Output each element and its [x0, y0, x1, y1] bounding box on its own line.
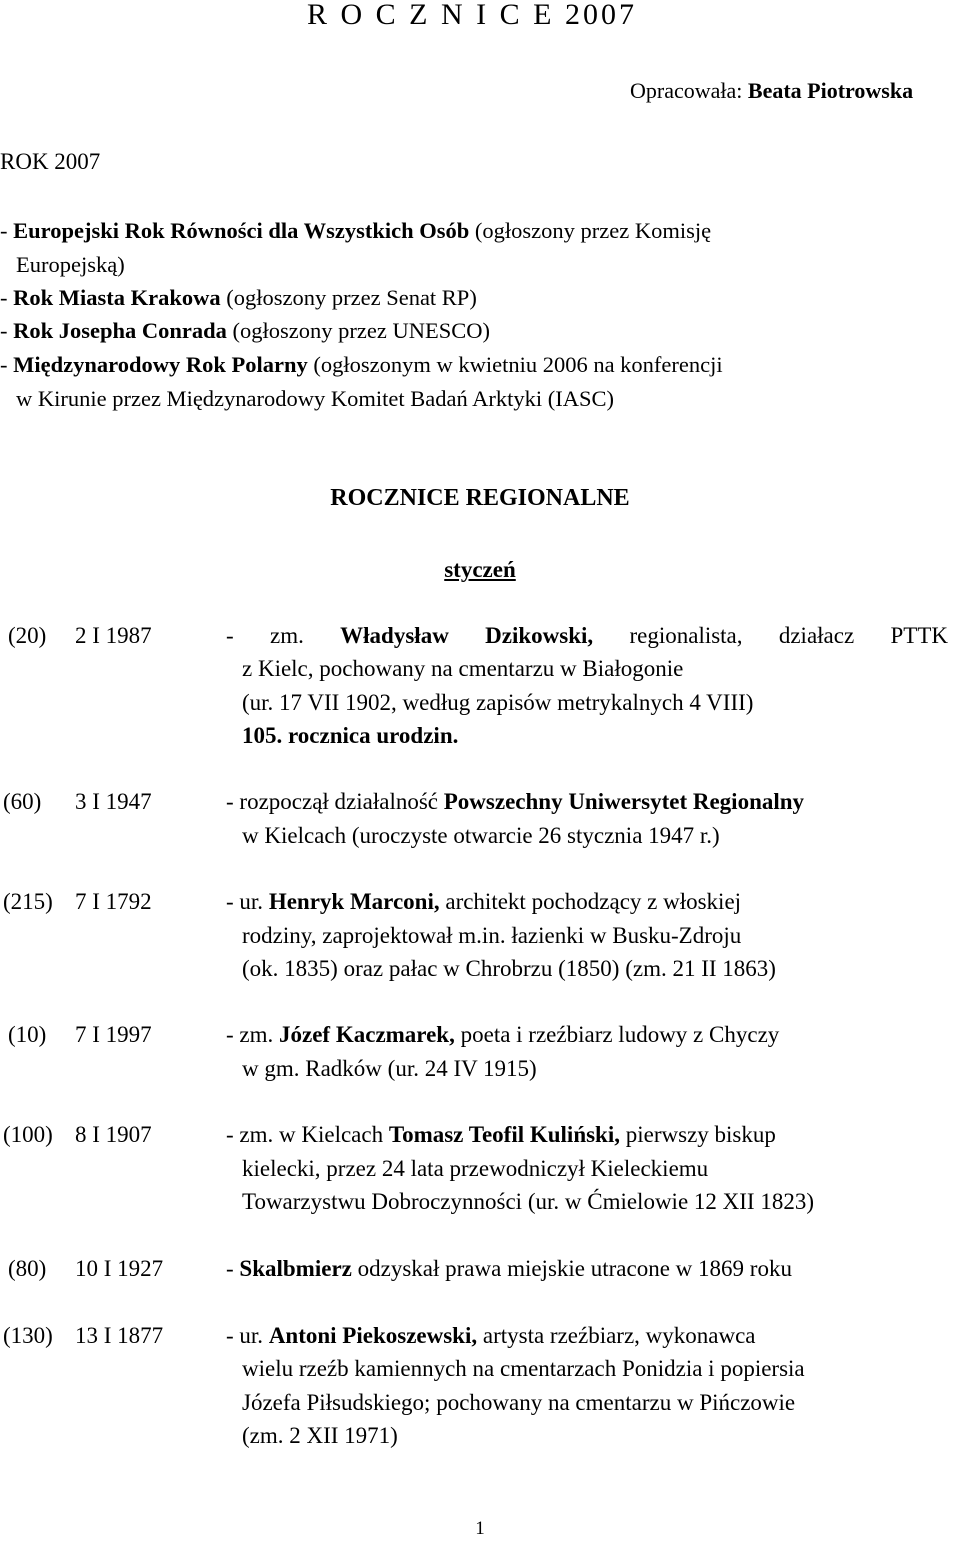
year-line	[16, 252, 125, 278]
year-line	[0, 285, 477, 311]
entry-number: (80)	[8, 1256, 47, 1281]
entry-number: (215)	[3, 889, 53, 914]
line-dash: -	[0, 352, 14, 377]
entry-line: w gm. Radków (ur. 24 IV 1915)	[242, 1056, 537, 1081]
page-number: 1	[475, 1518, 485, 1539]
author-line	[630, 78, 913, 104]
month-heading: styczeń	[444, 557, 516, 582]
entry-line: (zm. 2 XII 1971)	[242, 1423, 398, 1448]
regional-heading: ROCZNICE REGIONALNE	[330, 485, 630, 511]
year-line	[16, 386, 614, 412]
entry-number: (20)	[8, 623, 47, 648]
year-heading: ROK 2007	[0, 149, 101, 174]
entry-date: 7 I 1792	[75, 889, 152, 914]
author-name: Beata Piotrowska	[747, 78, 914, 103]
entry-date: 2 I 1987	[75, 623, 152, 648]
entry-line: rodziny, zaprojektował m.in. łazienki w Busku-Zdroju	[242, 923, 742, 948]
entry-line: - rozpoczął działalność Powszechny Uniwersytet Regionalny	[226, 789, 805, 814]
line-rest: (ogłoszonym w kwietniu 2006 na konferencji	[307, 352, 723, 377]
line-bold: Rok Josepha Conrada	[13, 318, 227, 343]
line-dash: -	[0, 285, 14, 310]
year-line	[0, 318, 490, 344]
line-rest: (ogłoszony przez UNESCO)	[226, 318, 490, 343]
entry-line: - zm. Józef Kaczmarek, poeta i rzeźbiarz ludowy z Chyczy	[226, 1022, 780, 1047]
entry-line: (ur. 17 VII 1902, według zapisów metrykalnych 4 VIII)	[242, 690, 754, 715]
author-label: Opracowała:	[630, 78, 743, 103]
line-bold: Europejski Rok Równości dla Wszystkich Osób	[13, 218, 470, 243]
entry-line: - ur. Antoni Piekoszewski, artysta rzeźbiarz, wykonawca	[226, 1323, 756, 1348]
line-bold: Rok Miasta Krakowa	[13, 285, 221, 310]
entry-line: Józefa Piłsudskiego; pochowany na cmentarzu w Pińczowie	[242, 1390, 796, 1415]
entry-number: (130)	[3, 1323, 53, 1348]
entry-number: (10)	[8, 1022, 47, 1047]
entry-line: - Skalbmierz odzyskał prawa miejskie utracone w 1869 roku	[226, 1256, 792, 1281]
entry-line: - ur. Henryk Marconi, architekt pochodzący z włoskiej	[226, 889, 742, 914]
entry-line: - zm. w Kielcach Tomasz Teofil Kuliński, pierwszy biskup	[226, 1122, 776, 1147]
entry-date: 7 I 1997	[75, 1022, 152, 1047]
entry-line: w Kielcach (uroczyste otwarcie 26 stycznia 1947 r.)	[242, 823, 720, 848]
year-line	[0, 352, 723, 378]
year-line	[0, 218, 711, 244]
page-title: R O C Z N I C E 2007	[307, 0, 637, 31]
line-rest: (ogłoszony przez Komisję	[469, 218, 712, 243]
entry-date: 10 I 1927	[75, 1256, 164, 1281]
entry-date: 3 I 1947	[75, 789, 152, 814]
entry-date: 13 I 1877	[75, 1323, 164, 1348]
line-rest: w Kirunie przez Międzynarodowy Komitet Badań Arktyki (IASC)	[16, 386, 614, 411]
entry-line: 105. rocznica urodzin.	[242, 723, 459, 748]
entry-line: z Kielc, pochowany na cmentarzu w Białogonie	[242, 656, 684, 681]
entry-line: kielecki, przez 24 lata przewodniczył Kieleckiemu	[242, 1156, 709, 1181]
entry-number: (100)	[3, 1122, 53, 1147]
entry-line: wielu rzeźb kamiennych na cmentarzach Ponidzia i popiersia	[242, 1356, 805, 1381]
line-rest: Europejską)	[16, 252, 125, 277]
entry-line: Towarzystwu Dobroczynności (ur. w Ćmielowie 12 XII 1823)	[242, 1189, 814, 1214]
entry-line: - zm. Władysław Dzikowski, regionalista, działacz PTTK	[226, 623, 949, 648]
line-dash: -	[0, 218, 14, 243]
entry-date: 8 I 1907	[75, 1122, 152, 1147]
entry-line: (ok. 1835) oraz pałac w Chrobrzu (1850) (zm. 21 II 1863)	[242, 956, 776, 981]
entry-number: (60)	[3, 789, 42, 814]
line-rest: (ogłoszony przez Senat RP)	[220, 285, 477, 310]
line-dash: -	[0, 318, 14, 343]
line-bold: Międzynarodowy Rok Polarny	[13, 352, 308, 377]
